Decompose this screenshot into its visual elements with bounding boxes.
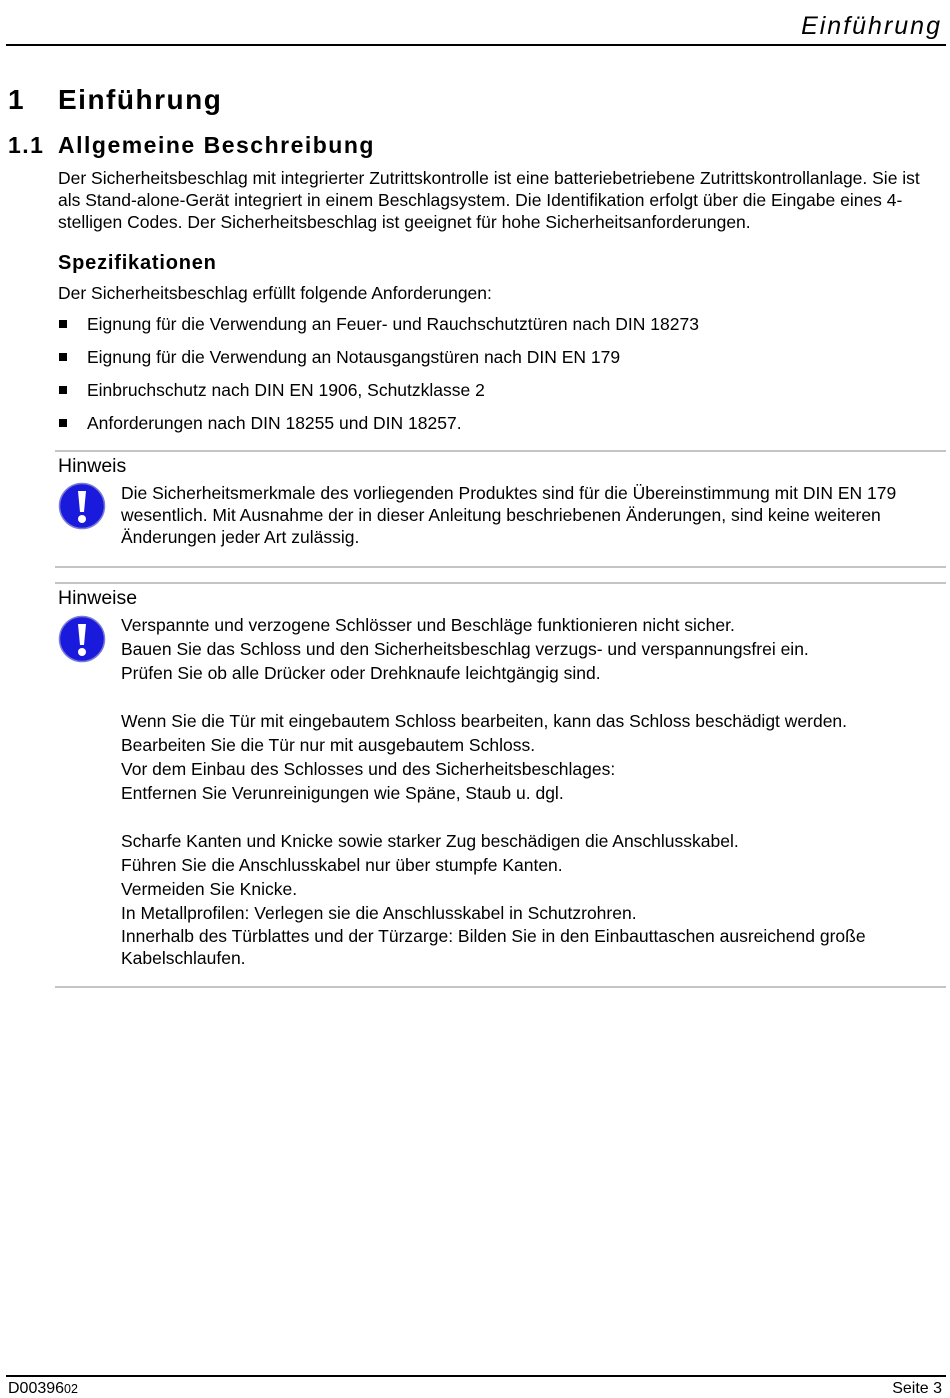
bullet-square-icon <box>59 386 67 394</box>
list-item: Anforderungen nach DIN 18255 und DIN 18257. <box>58 412 699 445</box>
section-title: Allgemeine Beschreibung <box>58 132 375 158</box>
note-title: Hinweis <box>58 455 127 477</box>
notes-text <box>121 613 936 993</box>
note-block: Wenn Sie die Tür mit eingebautem Schloss bearbeiten, kann das Schloss beschädigt werden. Bearbeiten Sie die Tür nur mit ausgebautem Schloss. Vor dem Einbau des Schlosses und des Sicherheitsbeschlages: Entfernen Sie Verunreinigungen wie Späne, Staub u. dgl. <box>121 711 848 803</box>
section-intro: Der Sicherheitsbeschlag mit integrierter Zutrittskontrolle ist eine batteriebetriebene Zutrittskontrollanlage. Sie ist als Stand-alone-Gerät integriert in einem Beschlagsystem. Die Identifikation erfolgt über die Eingabe eines 4-stelligen Codes. Der Sicherheitsbeschlag ist geeignet für hohe Sicherheitsanforderungen. <box>58 168 920 232</box>
specs-heading: Spezifikationen <box>58 252 217 274</box>
exclamation-icon <box>58 482 106 530</box>
exclamation-icon <box>58 615 106 663</box>
header-divider <box>6 44 946 46</box>
list-item: Eignung für die Verwendung an Feuer- und Rauchschutztüren nach DIN 18273 <box>58 313 699 346</box>
note-top-rule <box>55 450 946 452</box>
footer-divider <box>6 1375 946 1377</box>
notes-top-rule <box>55 582 946 584</box>
specs-list <box>58 313 699 445</box>
document-id: D0039602 <box>8 1380 78 1397</box>
bullet-square-icon <box>59 320 67 328</box>
section-number: 1.1 <box>8 132 45 158</box>
bullet-square-icon <box>59 353 67 361</box>
note-text: Die Sicherheitsmerkmale des vorliegenden Produktes sind für die Übereinstimmung mit DIN EN 179 wesentlich. Mit Ausnahme der in dieser Anleitung beschriebenen Änderungen, sind keine weiteren Änderungen jeder Art zulässig. <box>121 483 897 547</box>
chapter-number: 1 <box>8 84 26 115</box>
chapter-heading <box>8 84 222 116</box>
list-item: Einbruchschutz nach DIN EN 1906, Schutzklasse 2 <box>58 379 699 412</box>
note-block: Scharfe Kanten und Knicke sowie starker Zug beschädigen die Anschlusskabel. Führen Sie die Anschlusskabel nur über stumpfe Kanten. Vermeiden Sie Knicke. In Metallprofilen: Verlegen sie die Anschlusskabel in Schutzrohren. Innerhalb des Türblattes und der Türzarge: Bilden Sie in den Einbauttaschen ausreichend große Kabelschlaufen. <box>121 831 866 968</box>
page-number: Seite 3 <box>892 1380 942 1397</box>
note-bottom-rule <box>55 566 946 568</box>
bullet-square-icon <box>59 419 67 427</box>
note-block: Verspannte und verzogene Schlösser und Beschläge funktionieren nicht sicher. Bauen Sie das Schloss und den Sicherheitsbeschlag verzugs- und verspannungsfrei ein. Prüfen Sie ob alle Drücker oder Drehknaufe leichtgängig sind. <box>121 615 809 683</box>
running-header-title: Einführung <box>801 12 942 40</box>
notes-title: Hinweise <box>58 587 138 609</box>
specs-intro: Der Sicherheitsbeschlag erfüllt folgende Anforderungen: <box>58 283 492 303</box>
section-heading <box>8 132 375 159</box>
chapter-title: Einführung <box>58 84 223 115</box>
list-item: Eignung für die Verwendung an Notausgangstüren nach DIN EN 179 <box>58 346 699 379</box>
notes-bottom-rule <box>55 986 946 988</box>
